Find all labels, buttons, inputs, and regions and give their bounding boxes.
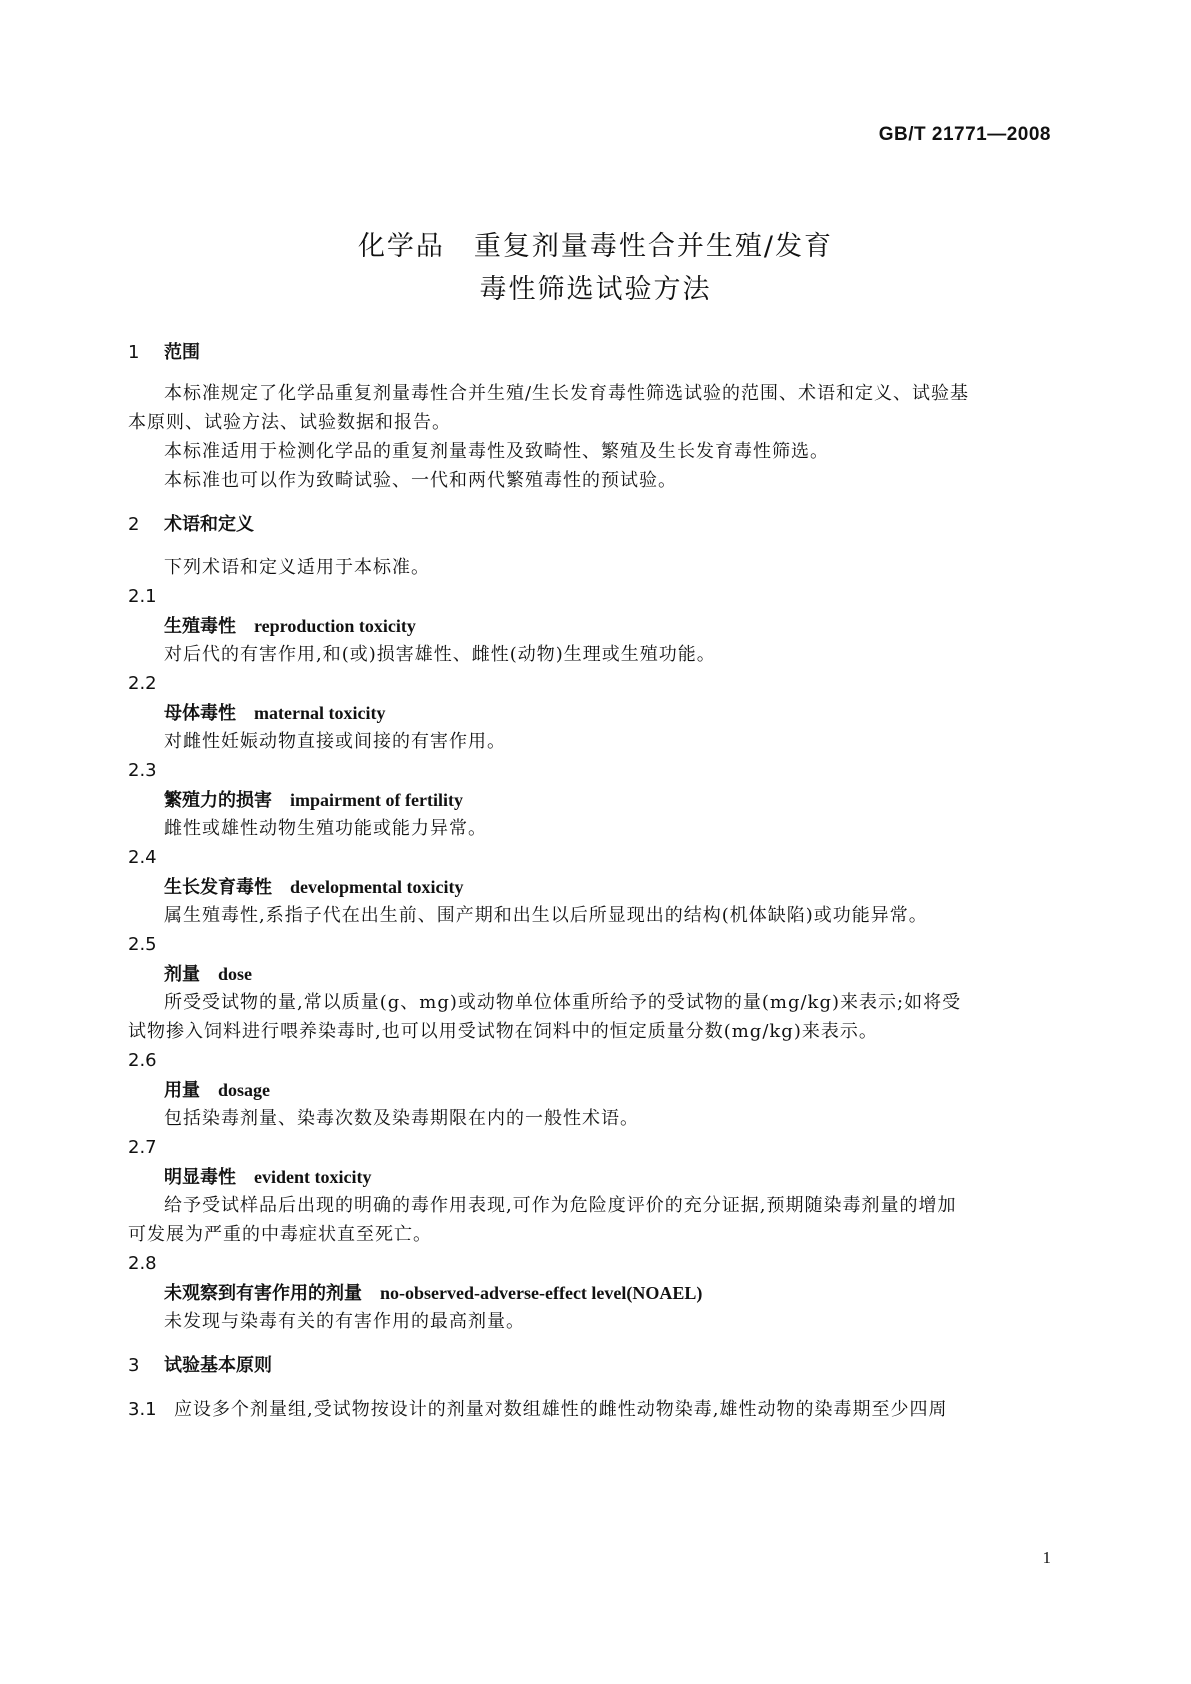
section-2-intro: 下列术语和定义适用于本标准。 bbox=[164, 557, 430, 578]
term-number: 2.4 bbox=[128, 847, 157, 868]
term-definition: 对后代的有害作用,和(或)损害雄性、雌性(动物)生理或生殖功能。 bbox=[164, 644, 716, 665]
term-zh: 生殖毒性 bbox=[164, 616, 236, 637]
document-title-line-1: 化学品 重复剂量毒性合并生殖/发育 bbox=[357, 231, 834, 262]
standard-number: GB/T 21771—2008 bbox=[878, 124, 1051, 145]
section-1-paragraph-1-line-2: 本原则、试验方法、试验数据和报告。 bbox=[128, 412, 451, 433]
term-zh: 繁殖力的损害 bbox=[164, 790, 272, 811]
term-heading bbox=[164, 1164, 371, 1191]
term-en: reproduction toxicity bbox=[254, 616, 416, 636]
section-3-heading bbox=[128, 1353, 272, 1379]
term-definition: 雌性或雄性动物生殖功能或能力异常。 bbox=[164, 818, 487, 839]
section-title: 范围 bbox=[164, 342, 200, 363]
term-zh: 未观察到有害作用的剂量 bbox=[164, 1283, 362, 1304]
section-3-1-line bbox=[128, 1397, 947, 1423]
term-definition-line-2: 试物掺入饲料进行喂养染毒时,也可以用受试物在饲料中的恒定质量分数(mg/kg)来表示。 bbox=[128, 1021, 878, 1042]
term-definition-line-1: 所受受试物的量,常以质量(g、mg)或动物单位体重所给予的受试物的量(mg/kg)来表示;如将受 bbox=[164, 992, 962, 1013]
term-definition: 属生殖毒性,系指子代在出生前、围产期和出生以后所显现出的结构(机体缺陷)或功能异常。 bbox=[164, 905, 928, 926]
term-definition: 未发现与染毒有关的有害作用的最高剂量。 bbox=[164, 1311, 525, 1332]
term-zh: 明显毒性 bbox=[164, 1167, 236, 1188]
term-heading bbox=[164, 961, 252, 988]
term-heading bbox=[164, 700, 385, 727]
term-definition: 对雌性妊娠动物直接或间接的有害作用。 bbox=[164, 731, 506, 752]
section-title: 试验基本原则 bbox=[164, 1355, 272, 1376]
section-1-heading bbox=[128, 340, 200, 366]
section-1-paragraph-3: 本标准也可以作为致畸试验、一代和两代繁殖毒性的预试验。 bbox=[164, 470, 677, 491]
section-number: 1 bbox=[128, 342, 140, 363]
section-title: 术语和定义 bbox=[164, 514, 254, 535]
section-number: 2 bbox=[128, 514, 140, 535]
section-2-heading bbox=[128, 512, 254, 538]
term-heading bbox=[164, 1077, 270, 1104]
subsection-number: 3.1 bbox=[128, 1399, 157, 1420]
term-zh: 用量 bbox=[164, 1080, 200, 1101]
term-number: 2.3 bbox=[128, 760, 157, 781]
term-number: 2.1 bbox=[128, 586, 157, 607]
term-heading bbox=[164, 1280, 702, 1307]
term-heading bbox=[164, 787, 463, 814]
term-definition-line-2: 可发展为严重的中毒症状直至死亡。 bbox=[128, 1224, 432, 1245]
term-number: 2.6 bbox=[128, 1050, 157, 1071]
term-en: dose bbox=[218, 964, 253, 984]
page-number: 1 bbox=[1042, 1548, 1051, 1567]
term-heading bbox=[164, 874, 463, 901]
term-en: dosage bbox=[218, 1080, 271, 1100]
term-en: no-observed-adverse-effect level(NOAEL) bbox=[380, 1283, 703, 1303]
section-1-paragraph-2: 本标准适用于检测化学品的重复剂量毒性及致畸性、繁殖及生长发育毒性筛选。 bbox=[164, 441, 829, 462]
term-heading bbox=[164, 613, 416, 640]
term-en: maternal toxicity bbox=[254, 703, 386, 723]
term-en: evident toxicity bbox=[254, 1167, 372, 1187]
term-number: 2.5 bbox=[128, 934, 157, 955]
term-en: developmental toxicity bbox=[290, 877, 464, 897]
term-zh: 母体毒性 bbox=[164, 703, 236, 724]
term-zh: 生长发育毒性 bbox=[164, 877, 272, 898]
document-title-line-2: 毒性筛选试验方法 bbox=[479, 274, 712, 305]
term-number: 2.8 bbox=[128, 1253, 157, 1274]
term-number: 2.7 bbox=[128, 1137, 157, 1158]
section-number: 3 bbox=[128, 1355, 140, 1376]
term-zh: 剂量 bbox=[164, 964, 200, 985]
term-definition: 包括染毒剂量、染毒次数及染毒期限在内的一般性术语。 bbox=[164, 1108, 639, 1129]
term-definition-line-1: 给予受试样品后出现的明确的毒作用表现,可作为危险度评价的充分证据,预期随染毒剂量的增加 bbox=[164, 1195, 957, 1216]
term-en: impairment of fertility bbox=[290, 790, 463, 810]
section-1-paragraph-1-line-1: 本标准规定了化学品重复剂量毒性合并生殖/生长发育毒性筛选试验的范围、术语和定义、试验基 bbox=[164, 383, 970, 404]
term-number: 2.2 bbox=[128, 673, 157, 694]
subsection-text: 应设多个剂量组,受试物按设计的剂量对数组雄性的雌性动物染毒,雄性动物的染毒期至少四周 bbox=[174, 1399, 948, 1420]
